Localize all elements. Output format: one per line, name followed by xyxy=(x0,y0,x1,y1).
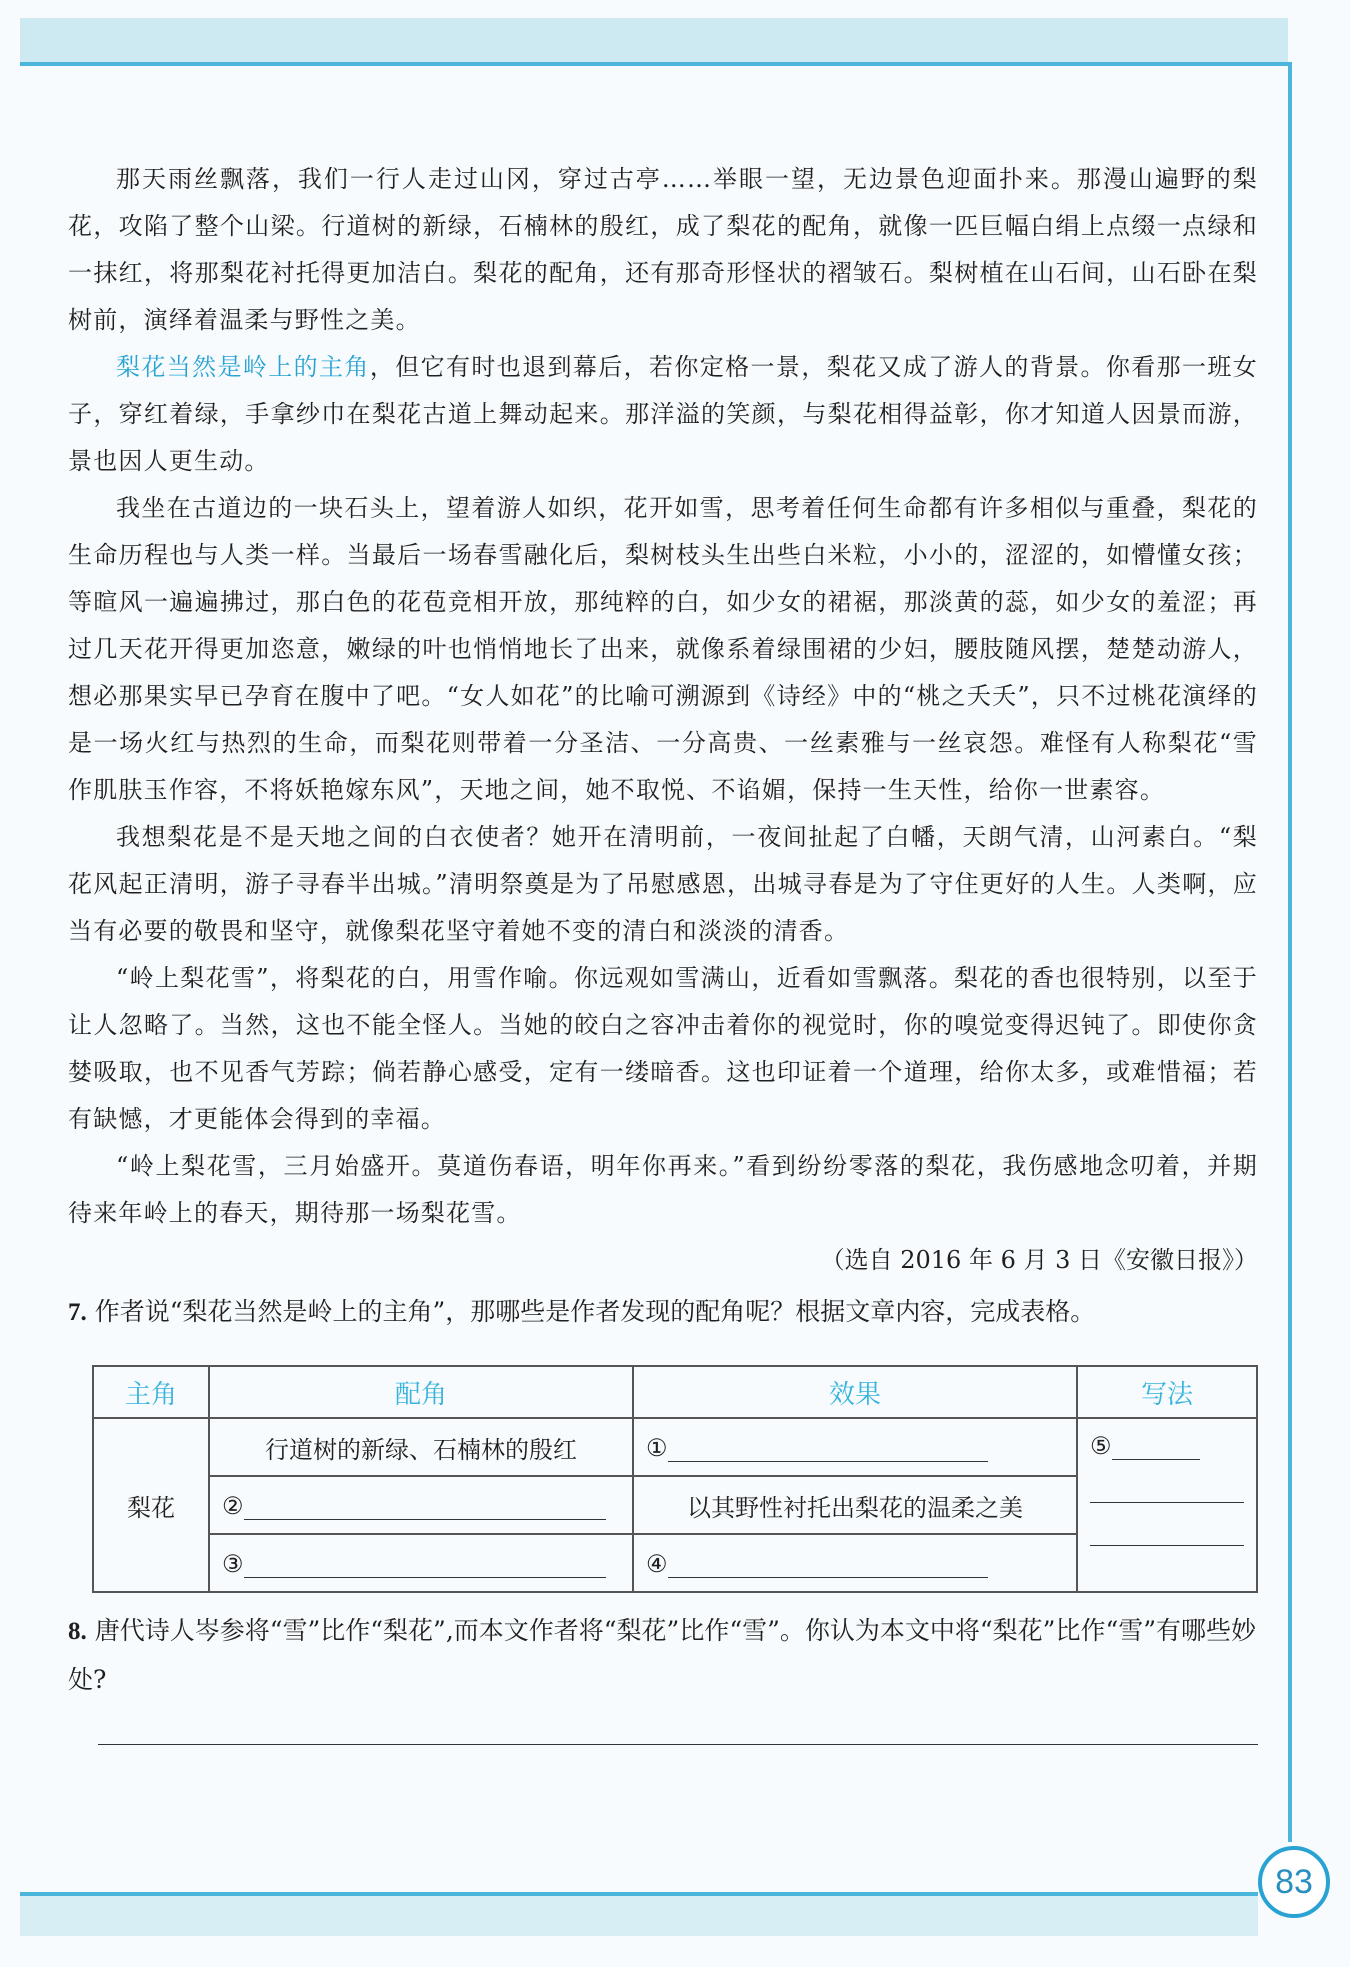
blank-marker-3: ③ xyxy=(222,1549,244,1578)
question-8 xyxy=(68,1607,1258,1704)
main-role-cell: 梨花 xyxy=(93,1418,209,1592)
highlighted-sentence: 梨花当然是岭上的主角 xyxy=(116,353,370,381)
header-effect: 效果 xyxy=(633,1366,1077,1418)
bottom-band xyxy=(20,1896,1258,1936)
paragraph-1: 那天雨丝飘落，我们一行人走过山冈，穿过古亭……举眼一望，无边景色迎面扑来。那漫山遍野的梨花，攻陷了整个山梁。行道树的新绿，石楠林的殷红，成了梨花的配角，就像一匹巨幅白绢上点缀一点绿和一抹红，将那梨花衬托得更加洁白。梨花的配角，还有那奇形怪状的褶皱石。梨树植在山石间，山石卧在梨树前，演绎着温柔与野性之美。 xyxy=(68,165,1258,334)
answer-blank-3[interactable] xyxy=(244,1549,606,1578)
technique-line-2[interactable] xyxy=(1090,1460,1244,1503)
top-banner xyxy=(20,18,1288,62)
row2-supporting-cell[interactable] xyxy=(209,1476,633,1534)
paragraph-2-text: ，但它有时也退到幕后，若你定格一景，梨花又成了游人的背景。你看那一班女子，穿红着绿，手拿纱巾在梨花古道上舞动起来。那洋溢的笑颜，与梨花相得益彰，你才知道人因景而游，景也因人更生动。 xyxy=(68,353,1259,475)
paragraph-5: “岭上梨花雪”，将梨花的白，用雪作喻。你远观如雪满山，近看如雪飘落。梨花的香也很特别，以至于让人忽略了。当然，这也不能全怪人。当她的皎白之容冲击着你的视觉时，你的嗅觉变得迟钝了。即使你贪婪吸取，也不见香气芳踪；倘若静心感受，定有一缕暗香。这也印证着一个道理，给你太多，或难惜福；若有缺憾，才更能体会得到的幸福。 xyxy=(68,964,1258,1133)
answer-line-q8[interactable] xyxy=(98,1742,1258,1745)
question-7 xyxy=(68,1288,1258,1337)
article-content xyxy=(68,156,1258,1745)
right-border xyxy=(1288,62,1292,1842)
page-number-badge: 83 xyxy=(1258,1846,1330,1918)
source-citation: （选自 2016 年 6 月 3 日《安徽日报》） xyxy=(820,1246,1258,1274)
answer-blank-4[interactable] xyxy=(668,1549,988,1578)
question-8-text: 唐代诗人岑参将“雪”比作“梨花”,而本文作者将“梨花”比作“雪”。你认为本文中将“梨花”比作“雪”有哪些妙处? xyxy=(68,1616,1257,1694)
row3-supporting-cell[interactable] xyxy=(209,1534,633,1592)
row1-effect-cell[interactable] xyxy=(633,1418,1077,1476)
answer-table xyxy=(92,1365,1258,1593)
paragraph-3: 我坐在古道边的一块石头上，望着游人如织，花开如雪，思考着任何生命都有许多相似与重叠，梨花的生命历程也与人类一样。当最后一场春雪融化后，梨树枝头生出些白米粒，小小的，涩涩的，如懵懂女孩；等暄风一遍遍拂过，那白色的花苞竞相开放，那纯粹的白，如少女的裙裾，那淡黄的蕊，如少女的羞涩；再过几天花开得更加恣意，嫩绿的叶也悄悄地长了出来，就像系着绿围裙的少妇，腰肢随风摆，楚楚动游人，想必那果实早已孕育在腹中了吧。“女人如花”的比喻可溯源到《诗经》中的“桃之夭夭”，只不过桃花演绎的是一场火红与热烈的生命，而梨花则带着一分圣洁、一分高贵、一丝素雅与一丝哀怨。难怪有人称梨花“雪作肌肤玉作容，不将妖艳嫁东风”，天地之间，她不取悦、不谄媚，保持一生天性，给你一世素容。 xyxy=(68,494,1258,804)
answer-blank-1[interactable] xyxy=(668,1433,988,1462)
answer-blank-2[interactable] xyxy=(244,1491,606,1520)
blank-marker-1: ① xyxy=(646,1433,668,1462)
top-border xyxy=(20,62,1292,66)
question-7-text: 作者说“梨花当然是岭上的主角”，那哪些是作者发现的配角呢？根据文章内容，完成表格。 xyxy=(94,1297,1096,1326)
row3-effect-cell[interactable] xyxy=(633,1534,1077,1592)
paragraph-2 xyxy=(68,344,1258,485)
blank-marker-2: ② xyxy=(222,1491,244,1520)
question-7-number: 7. xyxy=(68,1299,87,1326)
technique-line-3[interactable] xyxy=(1090,1503,1244,1546)
question-8-number: 8. xyxy=(68,1618,87,1645)
blank-marker-5: ⑤ xyxy=(1090,1432,1112,1460)
row1-supporting-cell: 行道树的新绿、石楠林的殷红 xyxy=(209,1418,633,1476)
paragraph-4: 我想梨花是不是天地之间的白衣使者？她开在清明前，一夜间扯起了白幡，天朗气清，山河素白。“梨花风起正清明，游子寻春半出城。”清明祭奠是为了吊慰感恩，出城寻春是为了守住更好的人生。人类啊，应当有必要的敬畏和坚守，就像梨花坚守着她不变的清白和淡淡的清香。 xyxy=(68,823,1258,945)
blank-marker-4: ④ xyxy=(646,1549,668,1578)
header-supporting-role: 配角 xyxy=(209,1366,633,1418)
header-main-role: 主角 xyxy=(93,1366,209,1418)
answer-blank-5[interactable] xyxy=(1112,1431,1200,1460)
paragraph-6: “岭上梨花雪，三月始盛开。莫道伤春语，明年你再来。”看到纷纷零落的梨花，我伤感地念叨着，并期待来年岭上的春天，期待那一场梨花雪。 xyxy=(68,1152,1258,1227)
technique-cell[interactable] xyxy=(1077,1418,1257,1592)
row2-effect-cell: 以其野性衬托出梨花的温柔之美 xyxy=(633,1476,1077,1534)
header-technique: 写法 xyxy=(1077,1366,1257,1418)
